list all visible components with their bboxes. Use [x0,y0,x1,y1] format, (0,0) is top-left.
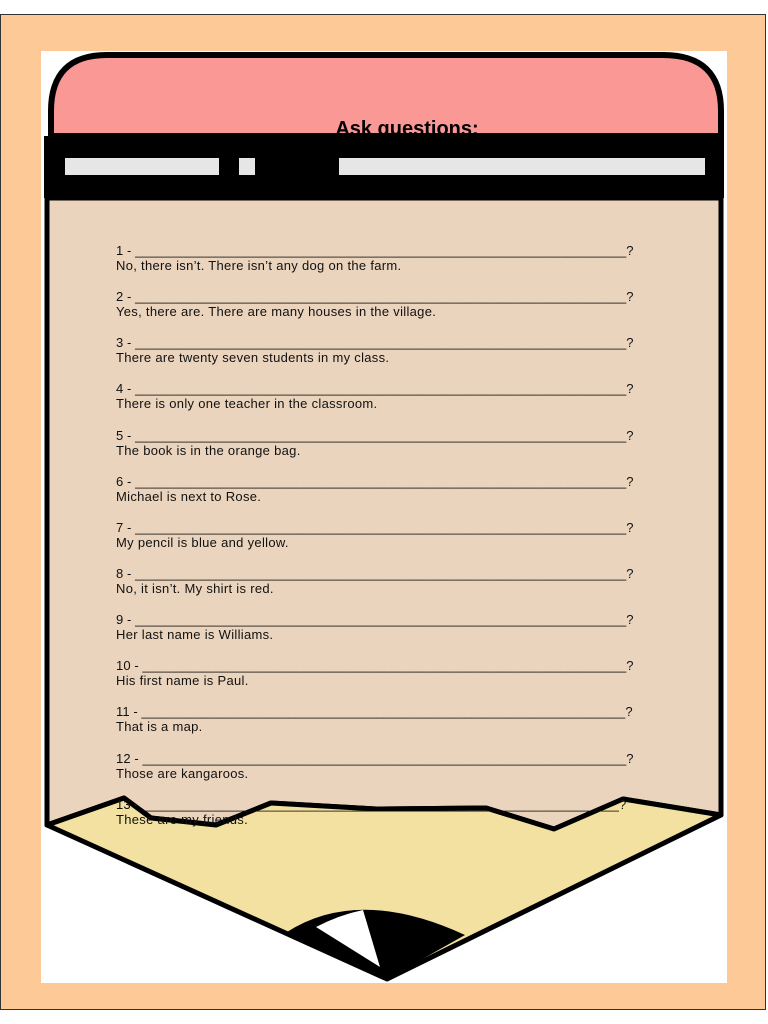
question-prompt-line[interactable]: 6 - ___________________________________________________________________? [116,473,634,489]
answer-text: There is only one teacher in the classroom. [116,396,378,412]
question-item [116,704,716,750]
answer-text: Yes, there are. There are many houses in the village. [116,304,437,320]
answer-text: Those are kangaroos. [116,765,249,781]
question-prompt-line[interactable]: 2 - ___________________________________________________________________? [116,289,634,305]
question-item [116,289,716,335]
answer-text: That is a map. [116,719,203,735]
band-stripe-right [339,158,705,175]
band-stripe-left [65,158,219,175]
answer-text: No, there isn’t. There isn’t any dog on the farm. [116,258,402,273]
question-prompt-line[interactable]: 3 - ___________________________________________________________________? [116,335,634,351]
question-item [116,658,716,704]
question-item [116,474,716,520]
question-item [116,335,716,381]
band-stripe-small [239,158,255,175]
question-prompt-line[interactable]: 13 - _________________________________________________________________? [116,796,627,812]
question-prompt-line[interactable]: 9 - ___________________________________________________________________? [116,612,634,628]
question-prompt-line[interactable]: 10 - __________________________________________________________________? [116,658,634,674]
question-prompt-line[interactable]: 12 - __________________________________________________________________? [116,750,634,766]
answer-text: These are my friends. [116,811,249,827]
question-item [116,751,716,797]
question-item [116,428,716,474]
page-title: Ask questions: [335,118,479,140]
question-prompt-line[interactable]: 11 - __________________________________________________________________? [116,704,633,720]
answer-text: My pencil is blue and yellow. [116,534,289,550]
question-prompt-line[interactable]: 8 - ___________________________________________________________________? [116,565,634,581]
question-prompt-line[interactable]: 1 - ___________________________________________________________________? [116,243,634,258]
answer-text: His first name is Paul. [116,673,249,689]
answer-text: Michael is next to Rose. [116,488,262,504]
question-prompt-line[interactable]: 5 - ___________________________________________________________________? [116,427,634,443]
answer-text: Her last name is Williams. [116,627,274,643]
page-border [0,14,766,1010]
worksheet-sheet [41,51,727,983]
answer-text: No, it isn’t. My shirt is red. [116,580,274,596]
question-list [116,243,716,843]
question-prompt-line[interactable]: 7 - ___________________________________________________________________? [116,519,634,535]
question-prompt-line[interactable]: 4 - ___________________________________________________________________? [116,381,634,397]
answer-text: The book is in the orange bag. [116,442,301,458]
question-item [116,566,716,612]
answer-text: There are twenty seven students in my class. [116,350,390,366]
question-item [116,520,716,566]
question-item [116,381,716,427]
question-item [116,243,716,289]
question-item [116,612,716,658]
question-item [116,797,716,843]
